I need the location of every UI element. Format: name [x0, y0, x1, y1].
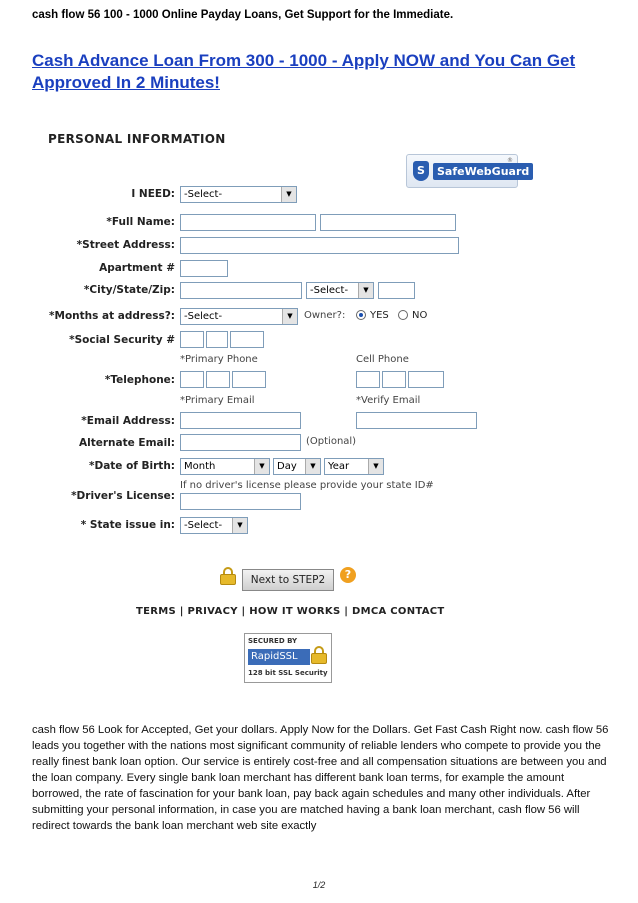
optional-hint: (Optional) [306, 436, 357, 447]
label-alternate-email: Alternate Email: [79, 437, 175, 449]
section-title: PERSONAL INFORMATION [48, 132, 226, 146]
label-street-address: *Street Address: [76, 239, 175, 251]
owner-no-label: NO [412, 310, 428, 321]
verify-email-input[interactable] [356, 412, 477, 429]
state-select-value: -Select- [310, 285, 349, 296]
birth-year-select[interactable] [324, 458, 384, 475]
owner-no-radio[interactable] [398, 310, 408, 320]
cell-prefix-input[interactable] [382, 371, 406, 388]
label-i-need: I NEED: [131, 188, 175, 200]
last-name-input[interactable] [320, 214, 456, 231]
ssn-part3-input[interactable] [230, 331, 264, 348]
cell-line-input[interactable] [408, 371, 444, 388]
verify-email-hint: *Verify Email [356, 395, 421, 406]
city-input[interactable] [180, 282, 302, 299]
primary-email-hint: *Primary Email [180, 395, 255, 406]
months-select[interactable] [180, 308, 298, 325]
chevron-down-icon: ▼ [305, 459, 320, 474]
email-input[interactable] [180, 412, 301, 429]
next-step-button[interactable]: Next to STEP2 [242, 569, 334, 591]
birth-day-value: Day [277, 461, 297, 472]
page-number: 1/2 [312, 880, 326, 890]
i-need-select-value: -Select- [184, 189, 223, 200]
birth-month-select[interactable] [180, 458, 270, 475]
body-paragraph: cash flow 56 Look for Accepted, Get your dollars. Apply Now for the Dollars. Get Fast Cash Right now. cash flow 56 leads you together with the nations most significant community of reliable lenders who compete to provide you the really finest bank loan option. Our service is entirely cost-free and all compensation situations are between you and the loan company. Every single bank loan merchant has different bank loan terms, for example the amount borrowed, the rate of fascination for your bank loan, pay back again schedules and many other individuals. After submitting your personal information, in case you are matched having a bank loan merchant, cash flow 56 will redirect towards the bank loan merchant web site exactly [32, 724, 609, 832]
drivers-license-input[interactable] [180, 493, 301, 510]
safewebguard-badge [406, 154, 530, 188]
chevron-down-icon: ▼ [368, 459, 383, 474]
first-name-input[interactable] [180, 214, 316, 231]
label-apartment: Apartment # [99, 262, 175, 274]
license-note: If no driver's license please provide your state ID# [180, 480, 434, 491]
primary-phone-hint: *Primary Phone [180, 354, 258, 365]
state-issue-value: -Select- [184, 520, 223, 531]
phone-prefix-input[interactable] [206, 371, 230, 388]
lock-icon [220, 567, 236, 585]
headline-link[interactable]: Cash Advance Loan From 300 - 1000 - Apply NOW and You Can Get Approved In 2 Minutes! [32, 51, 576, 92]
months-select-value: -Select- [184, 311, 223, 322]
shield-icon: S [413, 161, 429, 181]
ssn-part1-input[interactable] [180, 331, 204, 348]
owner-yes-radio[interactable] [356, 310, 366, 320]
label-social-security: *Social Security # [69, 334, 175, 346]
rapidssl-badge [244, 633, 332, 683]
zip-input[interactable] [378, 282, 415, 299]
apartment-input[interactable] [180, 260, 228, 277]
birth-month-value: Month [184, 461, 216, 472]
registered-mark: ® [507, 157, 513, 164]
badge-text: SafeWebGuard [433, 163, 533, 180]
lock-icon [311, 646, 327, 664]
phone-area-input[interactable] [180, 371, 204, 388]
owner-yes-label: YES [370, 310, 389, 321]
footer-links[interactable]: TERMS | PRIVACY | HOW IT WORKS | DMCA CONTACT [136, 606, 445, 617]
ssl-strength: 128 bit SSL Security [248, 669, 328, 677]
ssl-brand: RapidSSL [248, 649, 310, 665]
state-select[interactable] [306, 282, 374, 299]
application-form-image [40, 128, 560, 688]
chevron-down-icon: ▼ [281, 187, 296, 202]
label-date-of-birth: *Date of Birth: [89, 460, 175, 472]
cell-area-input[interactable] [356, 371, 380, 388]
label-drivers-license: *Driver's License: [71, 490, 175, 502]
i-need-select[interactable] [180, 186, 297, 203]
label-full-name: *Full Name: [106, 216, 175, 228]
chevron-down-icon: ▼ [282, 309, 297, 324]
street-address-input[interactable] [180, 237, 459, 254]
chevron-down-icon: ▼ [254, 459, 269, 474]
birth-year-value: Year [328, 461, 350, 472]
ssl-secured-by: SECURED BY [248, 637, 298, 645]
label-email-address: *Email Address: [81, 415, 175, 427]
document-top-title: cash flow 56 100 - 1000 Online Payday Loans, Get Support for the Immediate. [32, 9, 454, 21]
label-city-state-zip: *City/State/Zip: [83, 284, 175, 296]
state-issue-select[interactable] [180, 517, 248, 534]
phone-line-input[interactable] [232, 371, 266, 388]
owner-label: Owner?: [304, 310, 346, 321]
chevron-down-icon: ▼ [358, 283, 373, 298]
label-months-at-address: *Months at address?: [49, 310, 175, 322]
alternate-email-input[interactable] [180, 434, 301, 451]
ssn-part2-input[interactable] [206, 331, 228, 348]
chevron-down-icon: ▼ [232, 518, 247, 533]
cell-phone-hint: Cell Phone [356, 354, 409, 365]
birth-day-select[interactable] [273, 458, 321, 475]
label-state-issue: * State issue in: [80, 519, 175, 531]
help-icon[interactable]: ? [340, 567, 356, 583]
label-telephone: *Telephone: [104, 374, 175, 386]
